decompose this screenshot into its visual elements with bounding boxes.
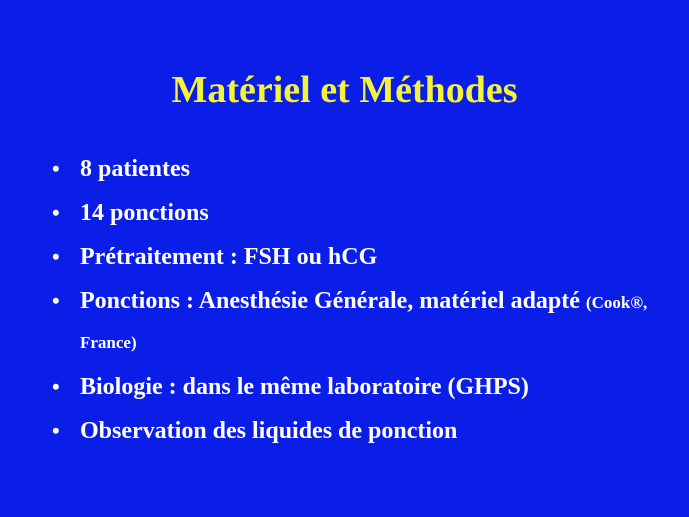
- bullet-list: [52, 150, 672, 456]
- list-item-text: Observation des liquides de ponction: [80, 418, 458, 444]
- bullet-icon: •: [52, 374, 60, 399]
- bullet-icon: •: [52, 418, 60, 443]
- slide-title: Matériel et Méthodes: [171, 69, 518, 111]
- list-item: [52, 412, 672, 450]
- list-item-text: Ponctions : Anesthésie Générale, matériel adapté: [80, 288, 580, 314]
- list-item-note: (Cook®, France): [80, 293, 648, 352]
- list-item-text: Biologie : dans le même laboratoire (GHPS): [80, 374, 529, 400]
- list-item: [52, 238, 672, 276]
- list-item: [52, 368, 672, 406]
- bullet-icon: •: [52, 244, 60, 269]
- list-item: [52, 282, 672, 362]
- list-item-text: Prétraitement : FSH ou hCG: [80, 244, 378, 270]
- list-item-text: 8 patientes: [80, 156, 190, 182]
- list-item: [52, 150, 672, 188]
- list-item: [52, 194, 672, 232]
- bullet-icon: •: [52, 156, 60, 181]
- bullet-icon: •: [52, 288, 60, 313]
- bullet-icon: •: [52, 200, 60, 225]
- list-item-text: 14 ponctions: [80, 200, 209, 226]
